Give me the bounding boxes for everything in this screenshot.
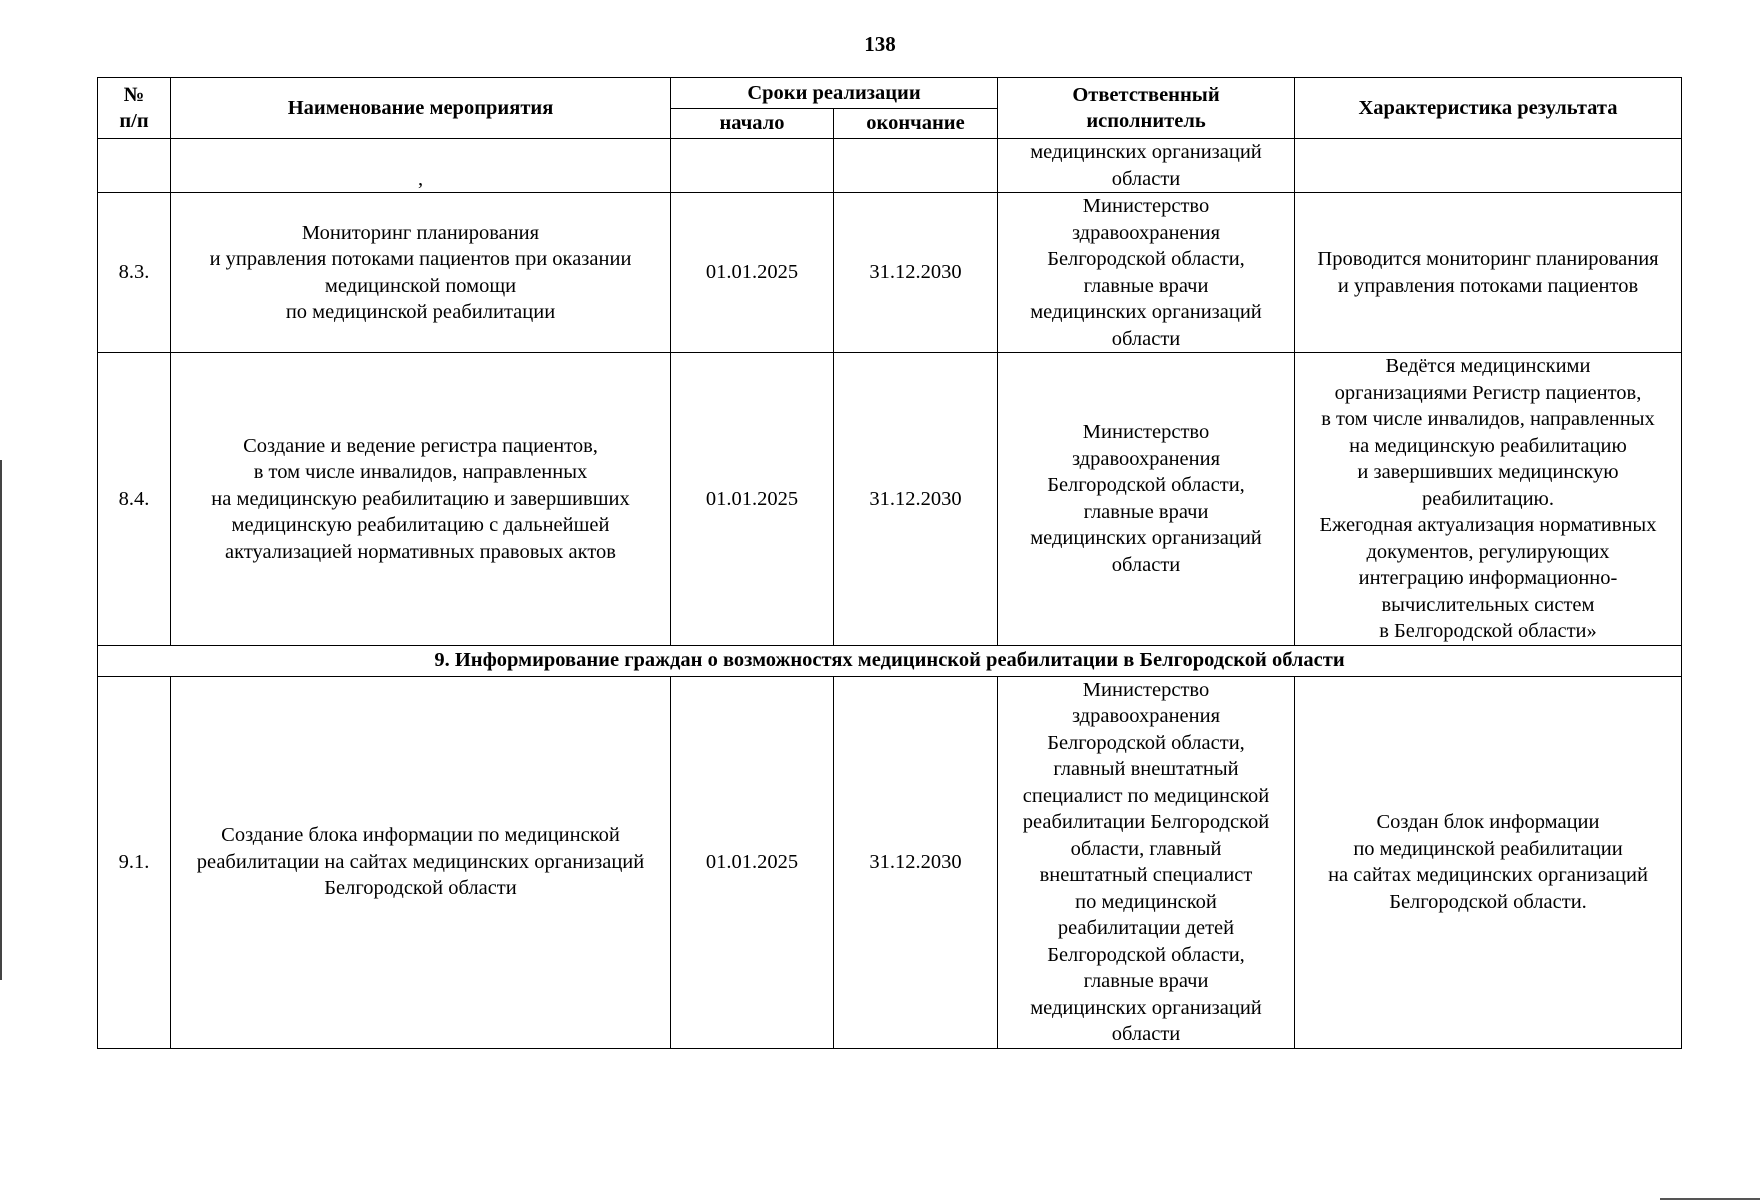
cell-num: 8.3.	[98, 193, 171, 353]
table-row	[98, 676, 1682, 1048]
cell-start: 01.01.2025	[671, 193, 834, 353]
cell-start: 01.01.2025	[671, 676, 834, 1048]
header-name: Наименование мероприятия	[171, 78, 671, 139]
cell-name: Создание блока информации по медицинской реабилитации на сайтах медицинских организаций Белгородской области	[171, 676, 671, 1048]
cell-name: Мониторинг планирования и управления потоками пациентов при оказании медицинской помощи по медицинской реабилитации	[171, 193, 671, 353]
cell-num: 9.1.	[98, 676, 171, 1048]
cell-num: 8.4.	[98, 353, 171, 646]
cell-num	[98, 139, 171, 193]
page-number: 138	[864, 32, 896, 56]
cell-start	[671, 139, 834, 193]
cell-result: Проводится мониторинг планирования и управления потоками пациентов	[1295, 193, 1682, 353]
cell-executor: Министерство здравоохранения Белгородской области, главные врачи медицинских организаций области	[998, 353, 1295, 646]
cell-name: ,	[171, 139, 671, 193]
table-row	[98, 193, 1682, 353]
section-row	[98, 645, 1682, 676]
header-start: начало	[671, 109, 834, 139]
cell-name: Создание и ведение регистра пациентов, в том числе инвалидов, направленных на медицинскую реабилитацию и завершивших медицинскую реабилитацию с дальнейшей актуализацией нормативных правовых актов	[171, 353, 671, 646]
header-num: № п/п	[98, 78, 171, 139]
cell-executor: Министерство здравоохранения Белгородской области, главный внештатный специалист по медицинской реабилитации Белгородской области, главный внештатный специалист по медицинской реабилитации детей Белгородской области, главные врачи медицинских организаций области	[998, 676, 1295, 1048]
cell-end	[834, 139, 998, 193]
header-result: Характеристика результата	[1295, 78, 1682, 139]
cell-executor: Министерство здравоохранения Белгородской области, главные врачи медицинских организаций области	[998, 193, 1295, 353]
cell-start: 01.01.2025	[671, 353, 834, 646]
cell-end: 31.12.2030	[834, 193, 998, 353]
scan-edge-left	[0, 460, 2, 980]
table-row	[98, 353, 1682, 646]
cell-end: 31.12.2030	[834, 676, 998, 1048]
cell-result: Ведётся медицинскими организациями Регистр пациентов, в том числе инвалидов, направленных на медицинскую реабилитацию и завершивших медицинскую реабилитацию. Ежегодная актуализация нормативных документов, регулирующих интеграцию информационно- вычислительных систем в Белгородской области»	[1295, 353, 1682, 646]
cell-executor: медицинских организаций области	[998, 139, 1295, 193]
cell-result: Создан блок информации по медицинской реабилитации на сайтах медицинских организаций Белгородской области.	[1295, 676, 1682, 1048]
table-row-continuation	[98, 139, 1682, 193]
header-executor: Ответственный исполнитель	[998, 78, 1295, 139]
activities-table	[97, 77, 1682, 1049]
cell-end: 31.12.2030	[834, 353, 998, 646]
header-terms: Сроки реализации	[671, 78, 998, 109]
section-title: 9. Информирование граждан о возможностях медицинской реабилитации в Белгородской области	[98, 645, 1682, 676]
cell-result	[1295, 139, 1682, 193]
header-end: окончание	[834, 109, 998, 139]
